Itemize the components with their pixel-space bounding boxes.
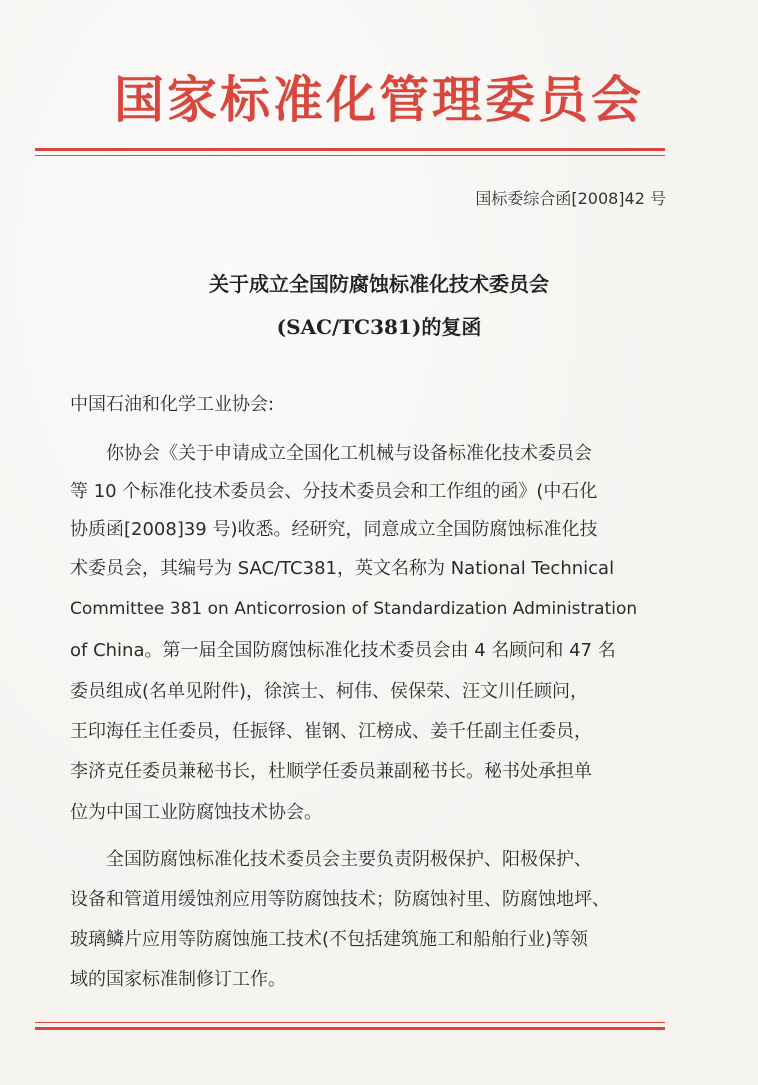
body-line: 你协会《关于申请成立全国化工机械与设备标准化技术委员会	[70, 443, 592, 464]
body-line: 位为中国工业防腐蚀技术协会。	[70, 802, 322, 823]
body-line: 术委员会，其编号为 SAC/TC381，英文名称为 National Technical	[70, 558, 615, 579]
document-number: 国标委综合函[2008]42 号	[475, 189, 666, 208]
body-line: 玻璃鳞片应用等防腐蚀施工技术(不包括建筑施工和船舶行业)等领	[70, 929, 589, 950]
org-letterhead-title: 国家标准化管理委员会	[114, 70, 644, 129]
document-title-line-2: (SAC/TC381)的复函	[276, 315, 482, 339]
footer-rule-thin	[35, 1022, 665, 1023]
body-line: of China。第一届全国防腐蚀标准化技术委员会由 4 名顾问和 47 名	[70, 640, 616, 661]
body-line: 委员组成(名单见附件)，徐滨士、柯伟、侯保荣、汪文川任顾问，	[70, 681, 589, 702]
letterhead-rule-thin	[35, 155, 665, 156]
body-line: 等 10 个标准化技术委员会、分技术委员会和工作组的函》(中石化	[70, 481, 598, 502]
salutation: 中国石油和化学工业协会:	[70, 394, 275, 415]
body-line: 域的国家标准制修订工作。	[70, 969, 286, 990]
body-line: 设备和管道用缓蚀剂应用等防腐蚀技术；防腐蚀衬里、防腐蚀地坪、	[70, 889, 610, 910]
document-title-line-1: 关于成立全国防腐蚀标准化技术委员会	[209, 272, 549, 296]
body-line: 全国防腐蚀标准化技术委员会主要负责阴极保护、阳极保护、	[70, 849, 592, 870]
body-line: 李济克任委员兼秘书长，杜顺学任委员兼副秘书长。秘书处承担单	[70, 761, 592, 782]
body-line: Committee 381 on Anticorrosion of Standardization Administration	[70, 599, 638, 619]
body-line: 王印海任主任委员，任振铎、崔钢、江榜成、姜千任副主任委员，	[70, 721, 592, 742]
footer-rule-thick	[35, 1027, 665, 1030]
body-line: 协质函[2008]39 号)收悉。经研究，同意成立全国防腐蚀标准化技	[70, 519, 598, 540]
letterhead-rule-thick	[35, 148, 665, 151]
